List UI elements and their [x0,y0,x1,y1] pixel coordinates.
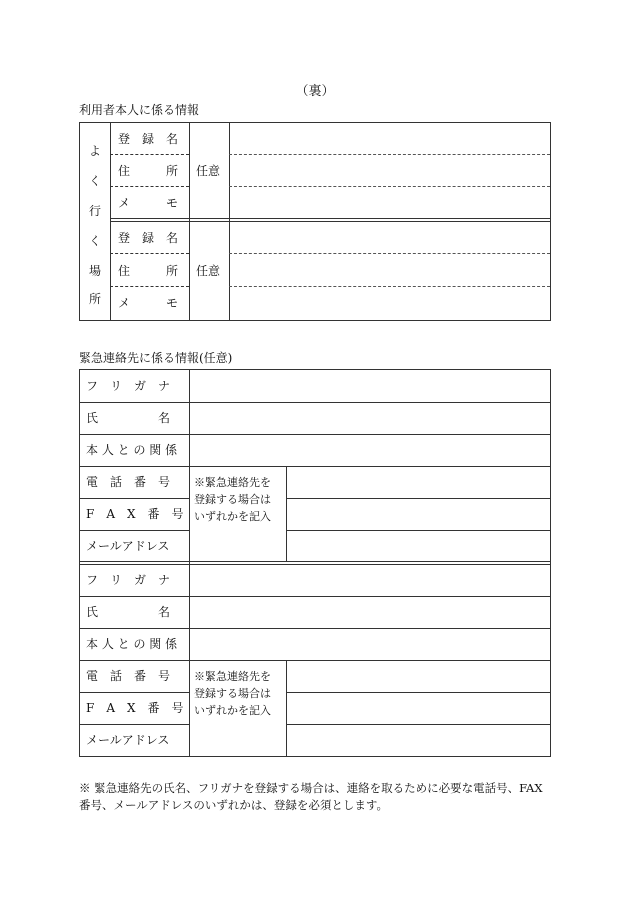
phone-label: 電 話 番 号 [86,475,171,489]
place-memo-label: メ モ [118,196,179,210]
vertical-label-char: 行 [88,204,101,218]
page-side-mark: （裏） [295,84,335,99]
relation-label: 本 人 と の 関 係 [86,443,178,457]
optional-label: 任意 [196,164,221,178]
place-name-label: 登 録 名 [118,231,179,245]
vertical-label-char: く [88,174,101,188]
vertical-label-char: 所 [88,292,101,306]
furigana-label: フ リ ガ ナ [86,573,171,587]
place-address-label: 住 所 [118,264,179,278]
section-title-user-info: 利用者本人に係る情報 [79,103,200,117]
contact-required-note: ※緊急連絡先を 登録する場合は いずれかを記入 [194,476,293,523]
optional-label: 任意 [196,264,221,278]
name-label: 氏 名 [86,411,171,425]
emergency-contact-table [79,369,551,757]
furigana-label: フ リ ガ ナ [86,379,171,393]
relation-label: 本 人 と の 関 係 [86,637,178,651]
vertical-label-char: 場 [88,264,101,278]
fax-label: F A X 番 号 [86,507,184,521]
vertical-label-char: よ [88,144,101,158]
email-label: メールアドレス [86,733,170,747]
email-label: メールアドレス [86,539,170,553]
place-memo-label: メ モ [118,296,179,310]
place-name-label: 登 録 名 [118,132,179,146]
phone-label: 電 話 番 号 [86,669,171,683]
footnote: ※ 緊急連絡先の氏名、フリガナを登録する場合は、連絡を取るために必要な電話号、FAX番号、メールアドレスのいずれかは、登録を必須とします。 [79,781,543,812]
name-label: 氏 名 [86,605,171,619]
contact-required-note: ※緊急連絡先を 登録する場合は いずれかを記入 [194,670,293,717]
fax-label: F A X 番 号 [86,701,184,715]
frequent-places-table [79,122,551,321]
vertical-label-char: く [88,234,101,248]
section-title-emergency-contact: 緊急連絡先に係る情報(任意) [79,351,233,365]
place-address-label: 住 所 [118,164,179,178]
